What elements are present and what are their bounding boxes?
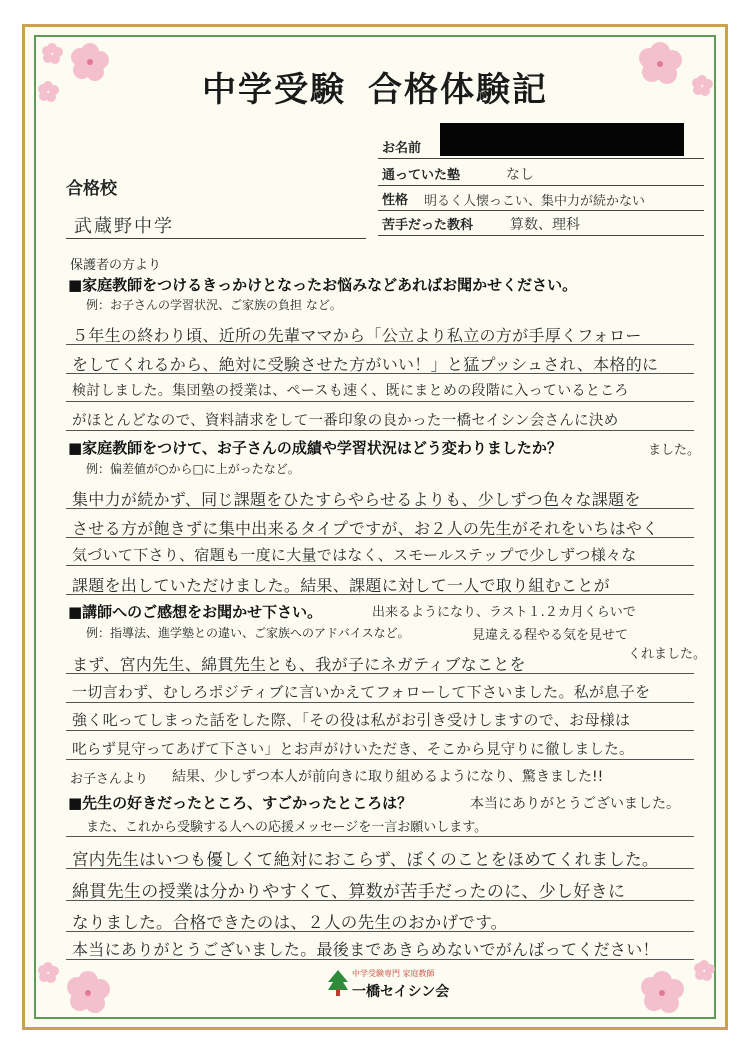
question-2-example: 例：偏差値が○から□に上がったなど。 [86,462,300,476]
answer-3-line: 強く叱ってしまった話をした際、「その役は私がお引き受けしますので、お母様は [72,711,631,729]
weak-subject-value: 算数、理科 [510,217,580,233]
answer-line [66,702,694,703]
answer-3-tail: 結果、少しずつ本人が前向きに取り組めるようになり、驚きました!! [172,769,604,785]
answer-3-line: 一切言わず、むしろポジティブに言いかえてフォローして下さいました。私が息子を [72,683,651,701]
logo-tagline: 中学受験専門 家庭教師 [352,969,435,978]
answer-3-line: まず、宮内先生、綿貫先生とも、我が子にネガティブなことを [72,655,526,674]
title-part-2: 合格体験記 [368,70,548,110]
answer-line [66,931,694,932]
answer-4-line: なりました。合格できたのは、２人の先生のおかげです。 [72,913,508,932]
answer-line [66,868,694,869]
answer-line [66,673,694,674]
personality-label: 性格 [382,193,409,208]
school-label: 合格校 [66,179,117,199]
answer-line [66,344,694,345]
answer-2-tail: 出来るようになり、ラスト１.２カ月くらいで [372,605,636,620]
redacted-name [440,123,684,156]
profile-personality-row [378,187,704,211]
page-title [0,62,750,111]
answer-1-line: がほとんどなので、資料請求をして一番印象の良かった一橋セイシン会さんに決め [72,413,619,429]
answer-1-tail: ました。 [648,443,701,458]
answer-1-line: をしてくれるから、絶対に受験させた方がいい！」と猛プッシュされ、本格的に [72,355,659,374]
answer-4-line: 本当にありがとうございました。最後まであきらめないでがんばってください！ [72,940,659,959]
answer-4-line: 宮内先生はいつも優しくて絶対におこらず、ぼくのことをほめてくれました。 [72,850,659,869]
juku-value: なし [506,167,534,183]
answer-4-line: 綿貫先生の授業は分かりやすくて、算数が苦手だったのに、少し好きに [72,882,626,902]
question-4: ■先生の好きだったところ、すごかったところは？ [68,794,413,812]
question-3: ■講師へのご感想をお聞かせ下さい。 [68,603,323,621]
question-1: ■家庭教師をつけるきっかけとなったお悩みなどあればお聞かせください。 [68,276,578,294]
answer-line [66,508,694,509]
profile-juku-row [378,162,704,186]
name-label: お名前 [382,141,422,156]
school-value: 武蔵野中学 [74,216,174,237]
answer-2-tail: 見違える程やる気を見せて [472,628,629,643]
guardian-note: 保護者の方より [70,258,162,273]
answer-3-closing: 本当にありがとうございました。 [470,796,680,812]
answer-line [66,373,694,374]
question-4-sub: また、これから受験する人への応援メッセージを一言お願いします。 [86,820,488,835]
answer-1-line: 検討しました。集団塾の授業は、ペースも速く、既にまとめの段階に入っているところ [72,383,629,399]
question-1-example: 例：お子さんの学習状況、ご家族の負担 など。 [86,298,342,312]
title-part-1: 中学受験 [202,70,346,110]
answer-2-line: 課題を出していただけました。結果、課題に対して一人で取り組むことが [72,576,610,595]
school-underline [66,238,366,239]
answer-2-tail: くれました。 [628,647,707,662]
answer-line [66,401,694,402]
answer-line [66,565,694,566]
answer-1-line: ５年生の終わり頃、近所の先輩ママから「公立より私立の方が手厚くフォロー [72,326,642,345]
profile-weak-subject-row [378,212,704,236]
logo-name: 一橋セイシン会 [352,984,450,1000]
question-2: ■家庭教師をつけて、お子さんの成績や学習状況はどう変わりましたか？ [68,439,562,457]
weak-subject-label: 苦手だった教科 [382,218,474,233]
answer-line [66,430,694,431]
company-logo [326,966,450,1000]
answer-line [66,537,694,538]
child-note: お子さんより [70,772,149,787]
question-3-example: 例：指導法、進学塾との違い、ご家族へのアドバイスなど。 [86,626,410,640]
answer-2-line: 気づいて下さり、宿題も一度に大量ではなく、スモールステップで少しずつ様々な [72,546,637,564]
answer-line [66,959,694,960]
answer-2-line: 集中力が続かず、同じ課題をひたすらやらせるよりも、少しずつ色々な課題を [72,490,641,509]
juku-label: 通っていた塾 [382,168,461,183]
answer-line [66,730,694,731]
answer-line [66,594,694,595]
answer-line [66,759,694,760]
answer-2-line: させる方が飽きずに集中出来るタイプですが、お２人の先生がそれをいちはやく [72,519,659,538]
tree-logo-icon [326,968,350,998]
answer-line [66,900,694,901]
answer-3-line: 叱らず見守ってあげて下さい」とお声がけいただき、そこから見守りに徹しました。 [72,742,634,758]
answer-line [66,836,694,837]
personality-value: 明るく人懐っこい、集中力が続かない [424,194,646,209]
